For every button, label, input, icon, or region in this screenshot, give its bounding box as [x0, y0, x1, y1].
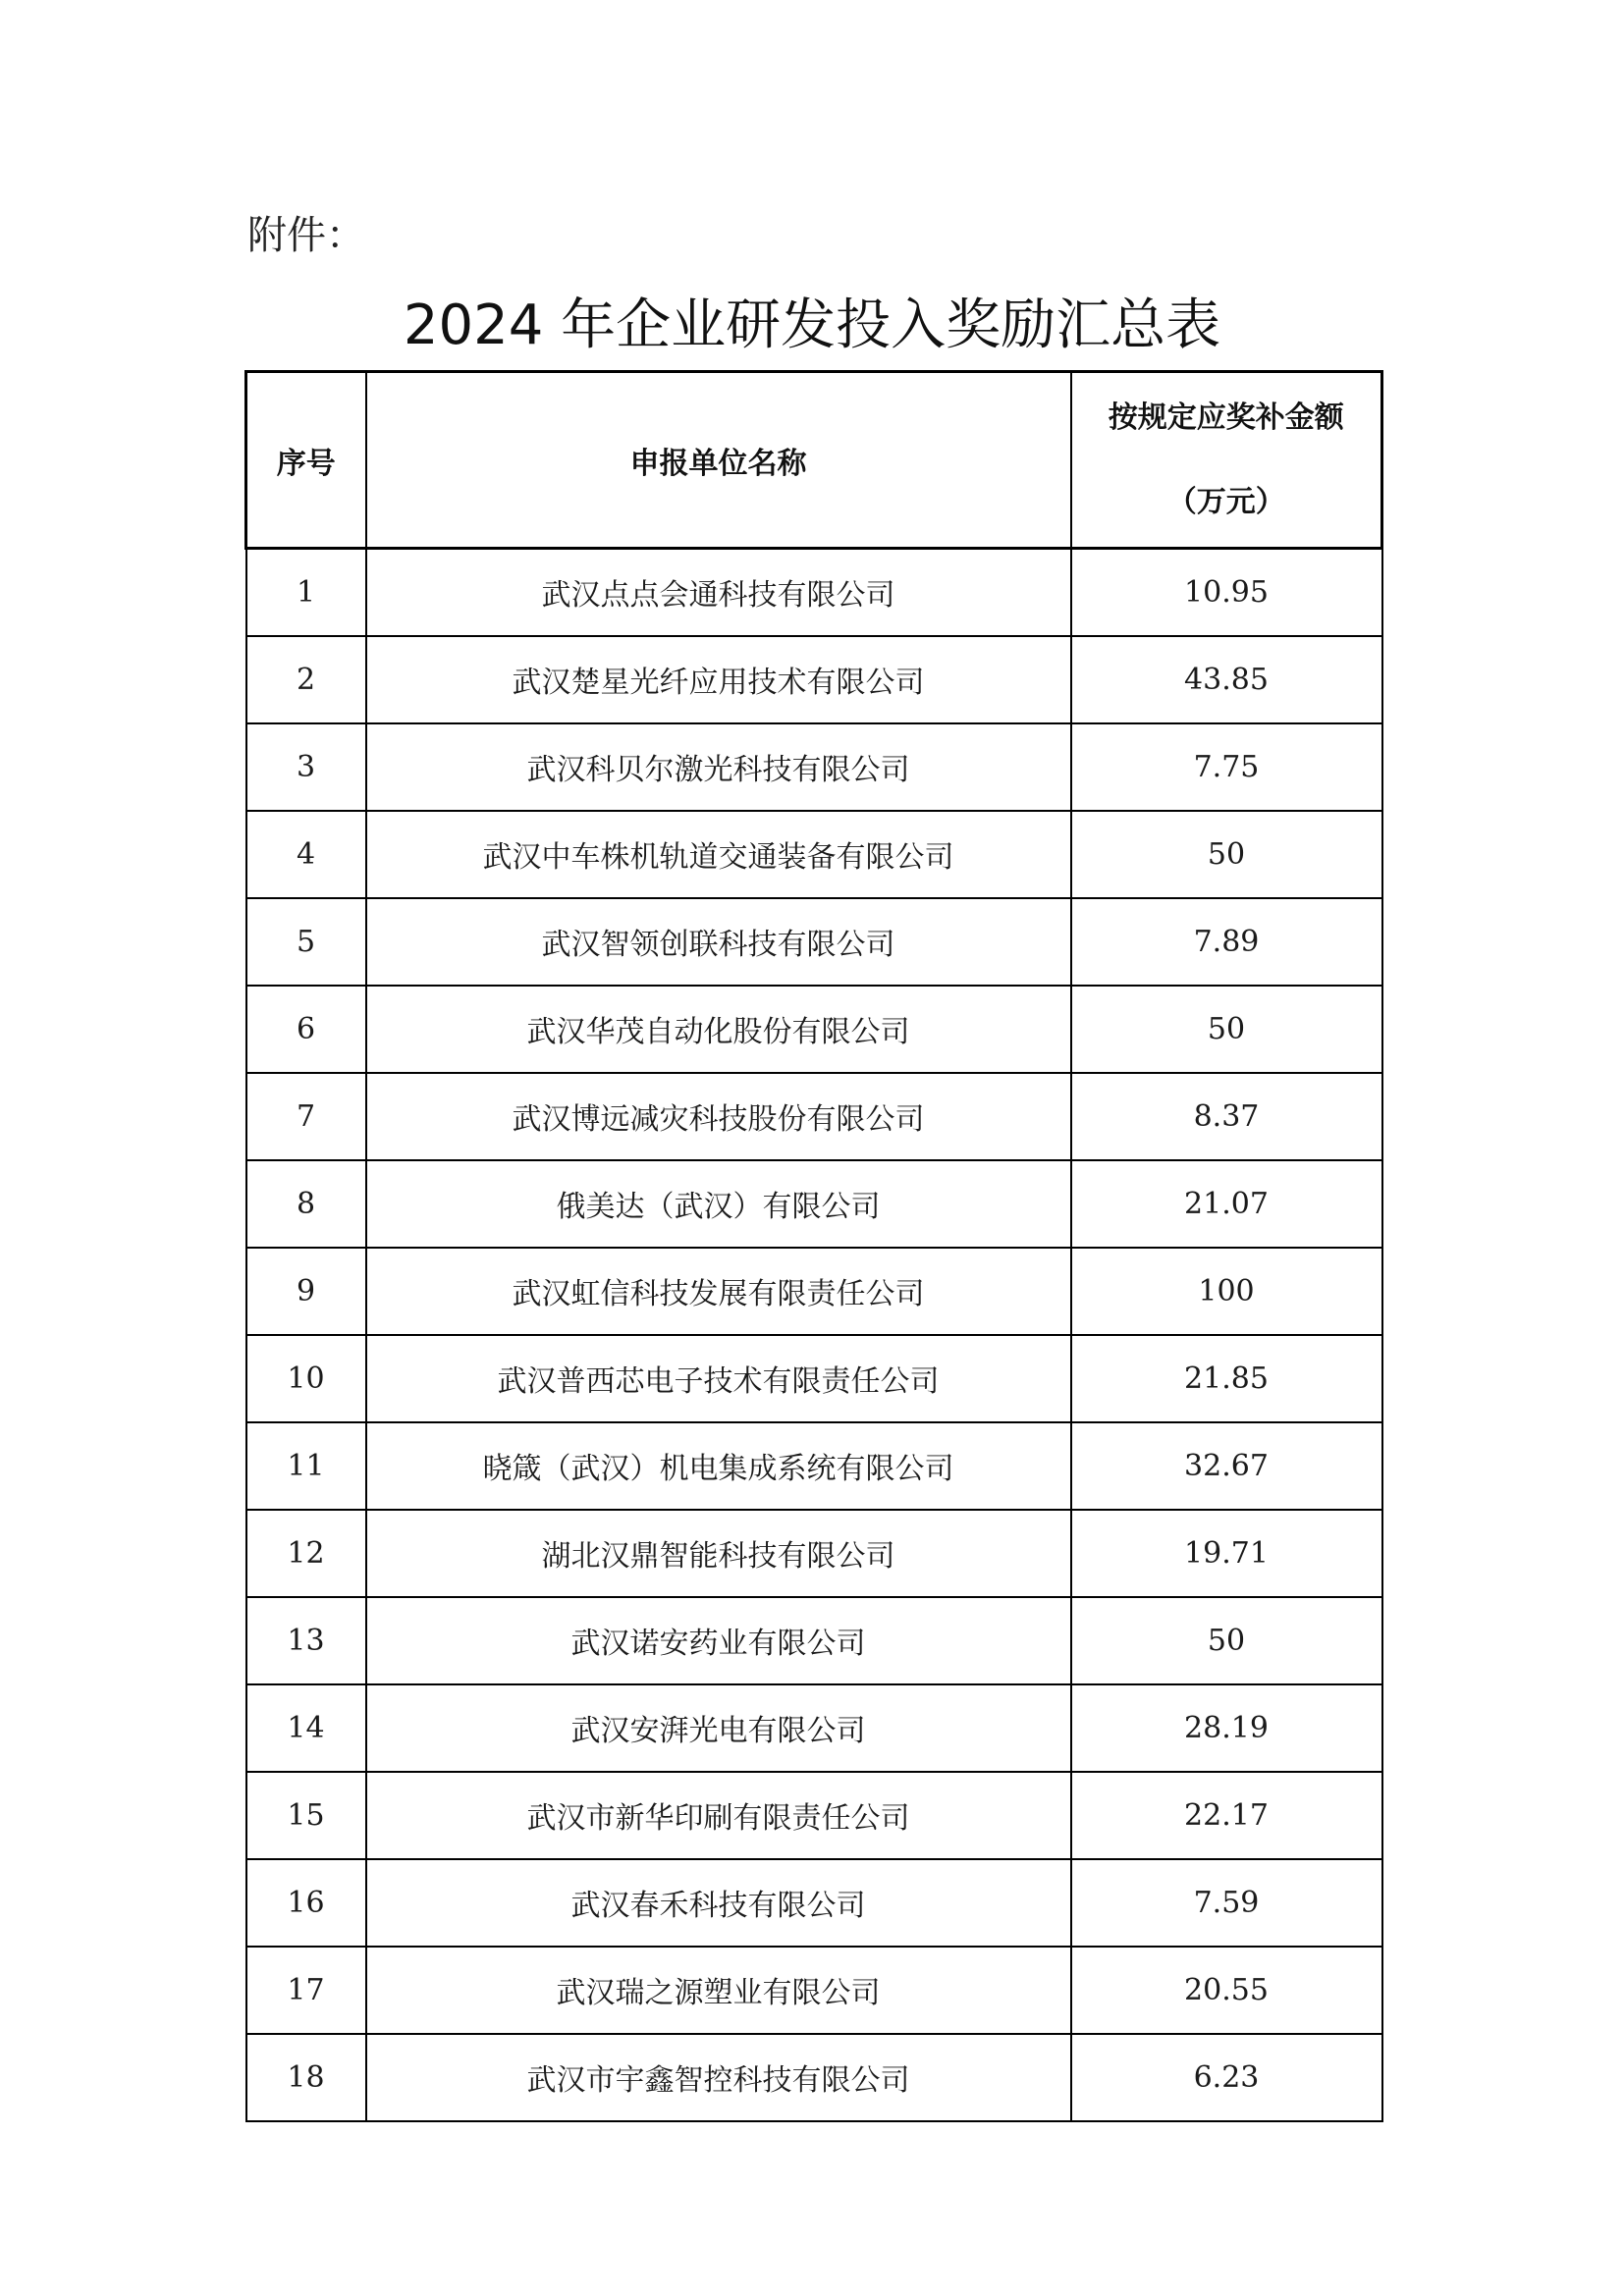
row-award-amount: 50: [1071, 811, 1382, 898]
row-award-amount: 10.95: [1071, 549, 1382, 636]
row-company-name: 武汉中车株机轨道交通装备有限公司: [366, 811, 1071, 898]
table-row: [246, 1510, 1382, 1597]
row-award-amount: 32.67: [1071, 1422, 1382, 1510]
header-company: 申报单位名称: [366, 372, 1071, 549]
table-row: [246, 1073, 1382, 1160]
row-company-name: 武汉市宇鑫智控科技有限公司: [366, 2034, 1071, 2121]
table-row: [246, 1772, 1382, 1859]
row-company-name: 武汉春禾科技有限公司: [366, 1859, 1071, 1947]
row-company-name: 武汉点点会通科技有限公司: [366, 549, 1071, 636]
table-row: [246, 1422, 1382, 1510]
row-company-name: 武汉华茂自动化股份有限公司: [366, 986, 1071, 1073]
row-award-amount: 100: [1071, 1248, 1382, 1335]
row-company-name: 武汉楚星光纤应用技术有限公司: [366, 636, 1071, 723]
row-award-amount: 7.89: [1071, 898, 1382, 986]
table-row: [246, 1684, 1382, 1772]
row-award-amount: 43.85: [1071, 636, 1382, 723]
row-award-amount: 20.55: [1071, 1947, 1382, 2034]
row-index: 4: [246, 811, 366, 898]
table-row: [246, 1160, 1382, 1248]
row-index: 17: [246, 1947, 366, 2034]
row-company-name: 晓箴（武汉）机电集成系统有限公司: [366, 1422, 1071, 1510]
header-amount-unit: （万元）: [1166, 484, 1285, 519]
table-row: [246, 1335, 1382, 1422]
row-company-name: 湖北汉鼎智能科技有限公司: [366, 1510, 1071, 1597]
table-row: [246, 1597, 1382, 1684]
row-index: 16: [246, 1859, 366, 1947]
table-row: [246, 898, 1382, 986]
row-award-amount: 21.07: [1071, 1160, 1382, 1248]
table-row: [246, 1248, 1382, 1335]
row-company-name: 武汉普西芯电子技术有限责任公司: [366, 1335, 1071, 1422]
row-index: 6: [246, 986, 366, 1073]
row-company-name: 武汉虹信科技发展有限责任公司: [366, 1248, 1071, 1335]
row-award-amount: 7.59: [1071, 1859, 1382, 1947]
row-index: 15: [246, 1772, 366, 1859]
row-award-amount: 6.23: [1071, 2034, 1382, 2121]
row-company-name: 武汉安湃光电有限公司: [366, 1684, 1071, 1772]
table-row: [246, 723, 1382, 811]
header-amount-label: 按规定应奖补金额: [1108, 400, 1344, 435]
row-company-name: 武汉科贝尔激光科技有限公司: [366, 723, 1071, 811]
row-company-name: 武汉博远减灾科技股份有限公司: [366, 1073, 1071, 1160]
row-index: 14: [246, 1684, 366, 1772]
document-title: 2024 年企业研发投入奖励汇总表: [403, 294, 1221, 357]
header-row: [246, 372, 1382, 549]
table-row: [246, 1947, 1382, 2034]
attachment-label: 附件：: [247, 213, 365, 258]
row-company-name: 武汉诺安药业有限公司: [366, 1597, 1071, 1684]
header-index: 序号: [246, 372, 366, 549]
table-header: [246, 372, 1382, 549]
row-award-amount: 22.17: [1071, 1772, 1382, 1859]
table-body: [246, 549, 1382, 2121]
table-row: [246, 549, 1382, 636]
header-amount: [1071, 372, 1382, 549]
row-index: 18: [246, 2034, 366, 2121]
table-row: [246, 986, 1382, 1073]
row-index: 11: [246, 1422, 366, 1510]
row-company-name: 武汉智领创联科技有限公司: [366, 898, 1071, 986]
row-index: 7: [246, 1073, 366, 1160]
table-row: [246, 1859, 1382, 1947]
row-award-amount: 7.75: [1071, 723, 1382, 811]
row-index: 10: [246, 1335, 366, 1422]
award-summary-table: [244, 370, 1383, 2122]
row-index: 3: [246, 723, 366, 811]
table-row: [246, 811, 1382, 898]
table-row: [246, 2034, 1382, 2121]
row-index: 1: [246, 549, 366, 636]
row-company-name: 武汉市新华印刷有限责任公司: [366, 1772, 1071, 1859]
row-index: 8: [246, 1160, 366, 1248]
row-index: 9: [246, 1248, 366, 1335]
row-index: 2: [246, 636, 366, 723]
row-award-amount: 28.19: [1071, 1684, 1382, 1772]
row-award-amount: 21.85: [1071, 1335, 1382, 1422]
row-award-amount: 19.71: [1071, 1510, 1382, 1597]
row-index: 12: [246, 1510, 366, 1597]
row-company-name: 俄美达（武汉）有限公司: [366, 1160, 1071, 1248]
row-award-amount: 50: [1071, 986, 1382, 1073]
row-index: 13: [246, 1597, 366, 1684]
table-row: [246, 636, 1382, 723]
row-award-amount: 50: [1071, 1597, 1382, 1684]
row-company-name: 武汉瑞之源塑业有限公司: [366, 1947, 1071, 2034]
row-award-amount: 8.37: [1071, 1073, 1382, 1160]
row-index: 5: [246, 898, 366, 986]
